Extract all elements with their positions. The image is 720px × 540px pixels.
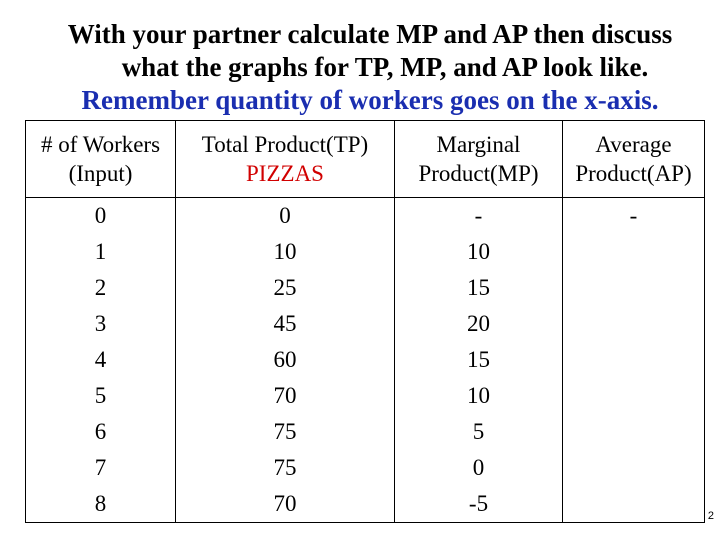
slide-number: 2: [707, 510, 714, 522]
workers-cell: 0: [26, 198, 176, 235]
table-header-row: [26, 121, 705, 198]
total-product-cell: 25: [176, 270, 395, 306]
total-product-cell: 10: [176, 234, 395, 270]
table-row: [26, 378, 705, 414]
total-product-cell: 45: [176, 306, 395, 342]
slide-title: [0, 18, 720, 117]
title-line-1: With your partner calculate MP and AP then discuss: [67, 19, 673, 49]
average-product-cell[interactable]: [563, 306, 705, 342]
table-row: [26, 198, 705, 235]
average-product-cell[interactable]: [563, 234, 705, 270]
average-product-cell[interactable]: [563, 486, 705, 523]
table-row: [26, 486, 705, 523]
table-row: [26, 342, 705, 378]
average-product-cell[interactable]: [563, 378, 705, 414]
marginal-product-cell: 10: [395, 234, 563, 270]
workers-cell: 3: [26, 306, 176, 342]
average-product-cell[interactable]: [563, 270, 705, 306]
total-product-cell: 70: [176, 378, 395, 414]
average-product-cell[interactable]: [563, 342, 705, 378]
average-product-cell: -: [563, 198, 705, 235]
marginal-product-cell: 0: [395, 450, 563, 486]
total-product-cell: 70: [176, 486, 395, 523]
workers-cell: 7: [26, 450, 176, 486]
workers-cell: 4: [26, 342, 176, 378]
header-average-product: [563, 121, 705, 198]
total-product-cell: 75: [176, 450, 395, 486]
header-workers: [26, 121, 176, 198]
header-marginal-sublabel: Product(MP): [418, 161, 539, 186]
workers-cell: 8: [26, 486, 176, 523]
average-product-cell[interactable]: [563, 414, 705, 450]
header-average-label: Average: [595, 132, 672, 157]
total-product-cell: 60: [176, 342, 395, 378]
total-product-cell: 75: [176, 414, 395, 450]
header-workers-sublabel: (Input): [68, 161, 133, 186]
table-row: [26, 414, 705, 450]
header-pizzas-label: PIZZAS: [246, 161, 324, 186]
marginal-product-cell: 20: [395, 306, 563, 342]
marginal-product-cell: 5: [395, 414, 563, 450]
table-row: [26, 450, 705, 486]
workers-cell: 6: [26, 414, 176, 450]
header-total-product: [176, 121, 395, 198]
workers-cell: 1: [26, 234, 176, 270]
header-workers-label: # of Workers: [40, 132, 161, 157]
table-row: [26, 306, 705, 342]
workers-cell: 5: [26, 378, 176, 414]
header-total-product-label: Total Product(TP): [201, 132, 369, 157]
marginal-product-cell: 10: [395, 378, 563, 414]
header-marginal-label: Marginal: [436, 132, 521, 157]
title-line-2: what the graphs for TP, MP, and AP look like.: [121, 52, 649, 82]
title-line-3: Remember quantity of workers goes on the x-axis.: [81, 85, 659, 115]
marginal-product-cell: -: [395, 198, 563, 235]
average-product-cell[interactable]: [563, 450, 705, 486]
table-row: [26, 270, 705, 306]
marginal-product-cell: 15: [395, 270, 563, 306]
marginal-product-cell: 15: [395, 342, 563, 378]
production-table: [25, 120, 705, 523]
workers-cell: 2: [26, 270, 176, 306]
table-body: [26, 198, 705, 523]
marginal-product-cell: -5: [395, 486, 563, 523]
table-row: [26, 234, 705, 270]
header-marginal-product: [395, 121, 563, 198]
total-product-cell: 0: [176, 198, 395, 235]
header-average-sublabel: Product(AP): [575, 161, 692, 186]
